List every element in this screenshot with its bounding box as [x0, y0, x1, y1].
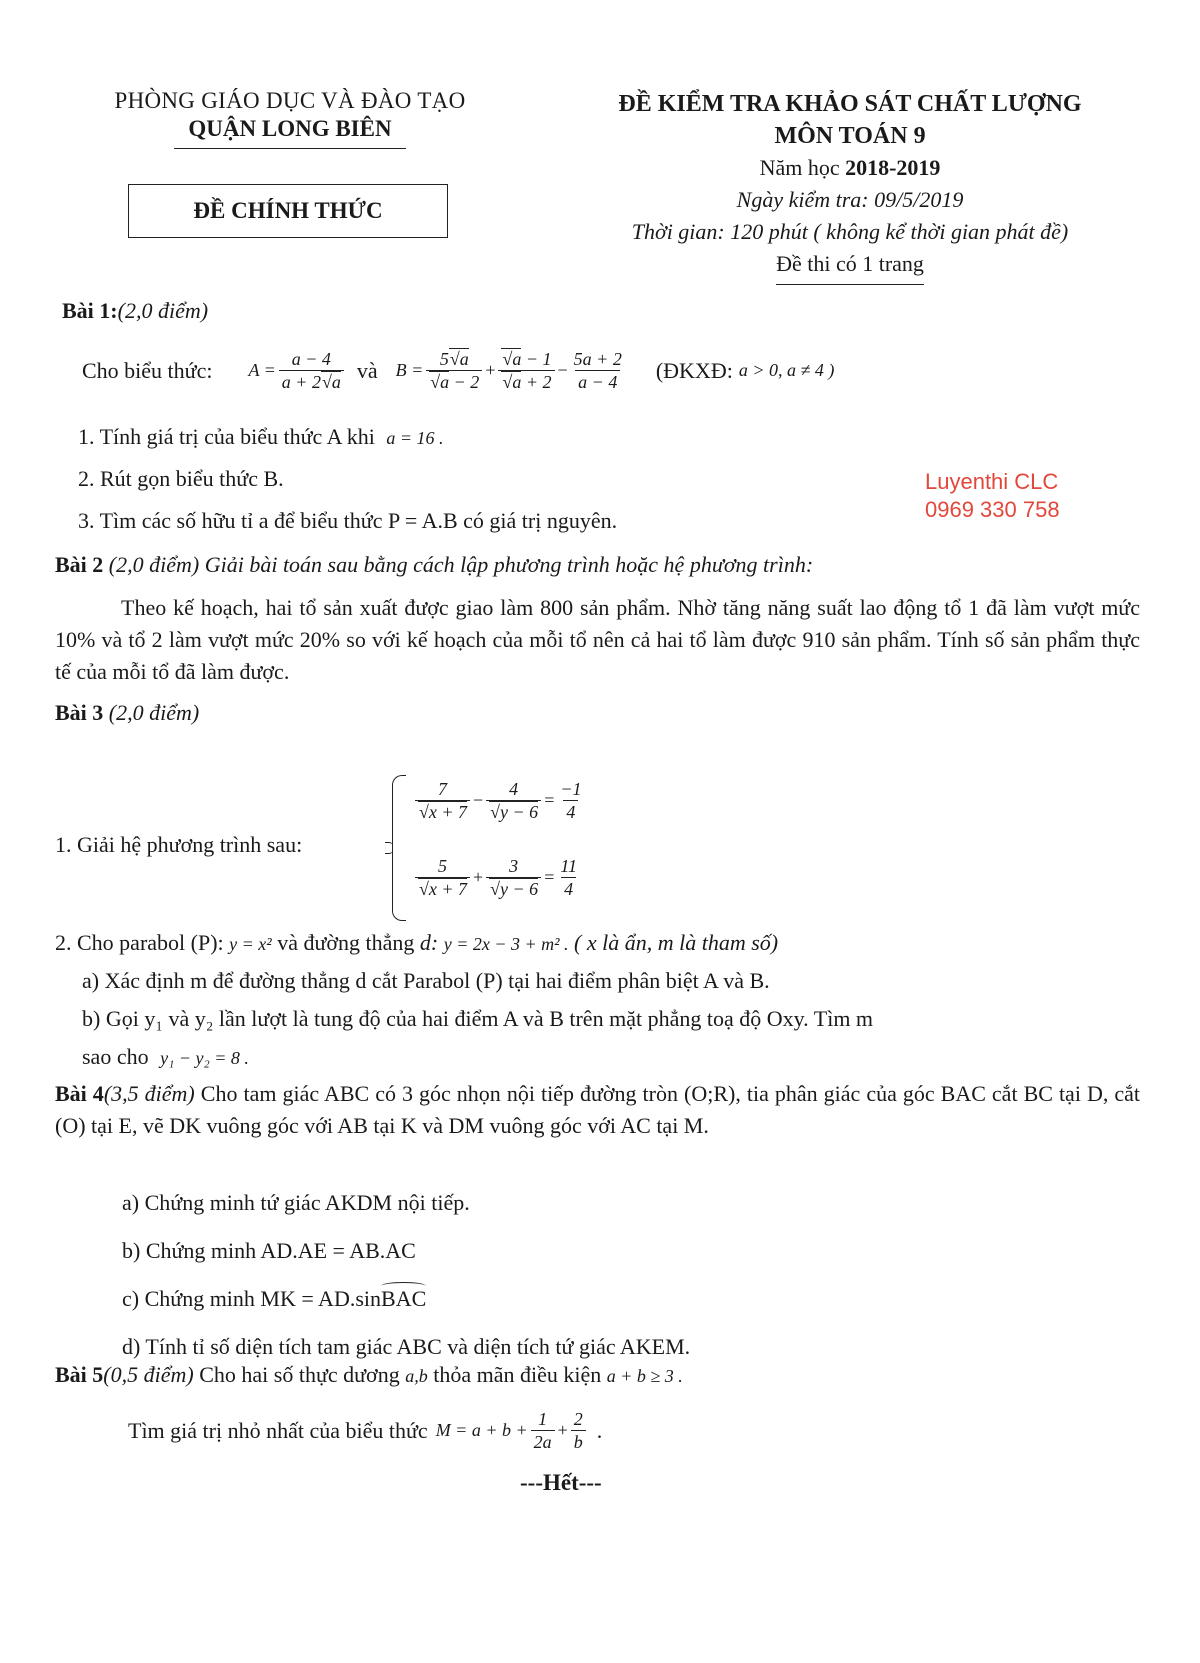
bai3-q1: 1. Giải hệ phương trình sau:: [55, 832, 303, 857]
bai3-points: (2,0 điểm): [108, 700, 200, 725]
bai2-text: Theo kế hoạch, hai tổ sản xuất được giao làm 800 sản phẩm. Nhờ tăng năng suất lao động tổ 1 đã làm vượt mức 10% và tổ 2 làm vượt mức 20% so với kế hoạch của mỗi tổ nên cả hai tổ làm được 910 sản phẩm. Tính số sản phẩm thực tế của mỗi tổ đã làm được.: [55, 595, 1140, 684]
bai3-qb1: b) Gọi y₁ và y₂ lần lượt là tung độ của hai điểm A và B trên mặt phẳng toạ độ Oxy. Tìm m: [82, 1006, 874, 1031]
bai3-parabol: y = x²: [229, 934, 272, 954]
eq1-rhs: $\frac{-1}{4}$: [560, 779, 582, 822]
bai3-qa: a) Xác định m để đường thẳng d cắt Parabol (P) tại hai điểm phân biệt A và B.: [82, 968, 770, 993]
bai3-line-eq: y = 2x − 3 + m² .: [443, 934, 569, 954]
bai1-q2: 2. Rút gọn biểu thức B.: [78, 466, 284, 491]
end-marker: ---Hết---: [520, 1470, 602, 1495]
system-eq2: $\frac{5}{√x + 7}$ + $\frac{3}{√y - 6}$ = $\frac{11}{4}$: [412, 855, 583, 900]
header-right: [560, 88, 1140, 285]
bai5-dot: .: [596, 1417, 603, 1443]
bai5-find-text: Tìm giá trị nhỏ nhất của biểu thức: [128, 1417, 428, 1443]
bai4-qc-text: c) Chứng minh MK = AD.sin: [122, 1286, 382, 1311]
bai5-heading: [55, 1362, 683, 1388]
bai2-instruction: Giải bài toán sau bằng cách lập phương trình hoặc hệ phương trình:: [204, 552, 814, 577]
bai5-frac2: $\frac{2}{b}$: [571, 1408, 586, 1453]
bai3-qb2-text: sao cho: [82, 1044, 149, 1069]
watermark: [925, 468, 1060, 524]
bai5-text: Cho hai số thực dương: [199, 1362, 400, 1387]
eq1-frac2: $\frac{4}{√y - 6}$: [486, 778, 541, 823]
bai3-qb2-math: y₁ − y₂ = 8 .: [160, 1048, 249, 1068]
expr-b-label: B =: [395, 360, 424, 380]
eq2-rhs: $\frac{11}{4}$: [560, 856, 578, 899]
bai1-q1-math: a = 16 .: [386, 428, 444, 448]
eq1-frac1: $\frac{7}{√x + 7}$: [415, 778, 470, 823]
bai3-line-label: d:: [419, 930, 439, 955]
bai1-expressions: Cho biểu thức: A = $\frac{a - 4}{a + 2√a}$ và B = $\frac{5√a}{√a - 2}$ + $\frac{√a - 1}{√a + 2}$ − $\frac{5a + 2}{a - 4}$ (ĐKXĐ: a > 0, a ≠ 4 ): [82, 349, 835, 392]
expr-a-label: A =: [248, 360, 276, 380]
expr-b-frac3: $\frac{5a + 2}{a - 4}$: [573, 349, 622, 392]
bai4-title: Bài 4: [55, 1081, 104, 1106]
bai4-points: (3,5 điểm): [103, 1081, 195, 1106]
header-left: [60, 88, 520, 149]
bai5-vars: a,b: [405, 1366, 428, 1386]
bai3-q2: [55, 930, 778, 956]
department-name: PHÒNG GIÁO DỤC VÀ ĐÀO TẠO: [114, 88, 466, 113]
bai4-qd: d) Tính tỉ số diện tích tam giác ABC và diện tích tứ giác AKEM.: [122, 1334, 691, 1359]
school-year-value: 2018-2019: [845, 155, 941, 180]
exam-duration: Thời gian: 120 phút ( không kể thời gian phát đề): [631, 219, 1069, 244]
bai1-q1: [78, 424, 444, 450]
bai3-qb2: [82, 1044, 249, 1070]
official-stamp-box: ĐỀ CHÍNH THỨC: [128, 184, 448, 238]
bai3-heading: [55, 700, 199, 726]
expr-b-frac2: $\frac{√a - 1}{√a + 2}$: [498, 348, 554, 393]
bai1-q3: 3. Tìm các số hữu tỉ a để biểu thức P = A.B có giá trị nguyên.: [78, 508, 618, 533]
bai1-heading: [62, 298, 208, 324]
bai1-condition-label: (ĐKXĐ:: [655, 357, 733, 383]
watermark-line2: 0969 330 758: [925, 497, 1060, 522]
bai4-qc: [122, 1286, 426, 1312]
header-divider: [174, 148, 406, 149]
district-name: QUẬN LONG BIÊN: [188, 116, 392, 141]
bai4-body: Cho tam giác ABC có 3 góc nhọn nội tiếp đường tròn (O;R), tia phân giác của góc BAC cắt BC tại D, cắt (O) tại E, vẽ DK vuông góc với AB tại K và DM vuông góc với AC tại M.: [55, 1081, 1141, 1138]
bai1-intro: Cho biểu thức:: [82, 357, 213, 383]
bai4-text: [55, 1078, 1140, 1142]
bai1-and: và: [356, 357, 378, 383]
expr-b-frac1: $\frac{5√a}{√a - 2}$: [426, 348, 482, 393]
bai4-qb: b) Chứng minh AD.AE = AB.AC: [122, 1238, 416, 1263]
expr-a-fraction: $\frac{a - 4}{a + 2√a}$: [279, 348, 344, 393]
page-count: Đề thi có 1 trang: [776, 248, 924, 285]
bai2-heading: [55, 552, 813, 578]
school-year: [560, 152, 1140, 184]
exam-title: ĐỀ KIỂM TRA KHẢO SÁT CHẤT LƯỢNG: [618, 91, 1082, 117]
bai1-condition-math: a > 0, a ≠ 4 ): [738, 360, 835, 380]
system-eq1: $\frac{7}{√x + 7}$ − $\frac{4}{√y - 6}$ = $\frac{-1}{4}$: [412, 778, 588, 823]
bai5-find: Tìm giá trị nhỏ nhất của biểu thức M = a + b + $\frac{1}{2a}$ + $\frac{2}{b}$ .: [128, 1409, 603, 1452]
watermark-line1: Luyenthi CLC: [925, 469, 1059, 494]
subject-title: MÔN TOÁN 9: [774, 123, 926, 149]
bai5-frac1: $\frac{1}{2a}$: [531, 1408, 555, 1453]
eq2-frac1: $\frac{5}{√x + 7}$: [415, 855, 470, 900]
school-year-label: Năm học: [759, 155, 846, 180]
exam-date: Ngày kiểm tra: 09/5/2019: [736, 187, 964, 212]
bai5-cond-text: thỏa mãn điều kiện: [433, 1362, 602, 1387]
bai5-points: (0,5 điểm): [103, 1362, 194, 1387]
bai3-title: Bài 3: [55, 700, 104, 725]
bai3-q2-text: 2. Cho parabol (P):: [55, 930, 224, 955]
bai3-q2-note: ( x là ẩn, m là tham số): [574, 930, 779, 955]
bai3-q2-and: và đường thẳng: [277, 930, 415, 955]
system-brace: [392, 775, 406, 921]
bai1-q1-text: 1. Tính giá trị của biểu thức A khi: [78, 424, 375, 449]
bai5-title: Bài 5: [55, 1362, 104, 1387]
bai5-expr-start: M = a + b +: [435, 1420, 528, 1440]
bai5-cond: a + b ≥ 3 .: [606, 1366, 683, 1386]
bai2-points: (2,0 điểm): [108, 552, 200, 577]
angle-bac: BAC: [381, 1286, 427, 1311]
bai4-qa: a) Chứng minh tứ giác AKDM nội tiếp.: [122, 1190, 470, 1215]
bai2-title: Bài 2: [55, 552, 104, 577]
bai1-points: (2,0 điểm): [117, 298, 209, 323]
eq2-frac2: $\frac{3}{√y - 6}$: [486, 855, 541, 900]
bai1-title: Bài 1:: [62, 298, 118, 323]
